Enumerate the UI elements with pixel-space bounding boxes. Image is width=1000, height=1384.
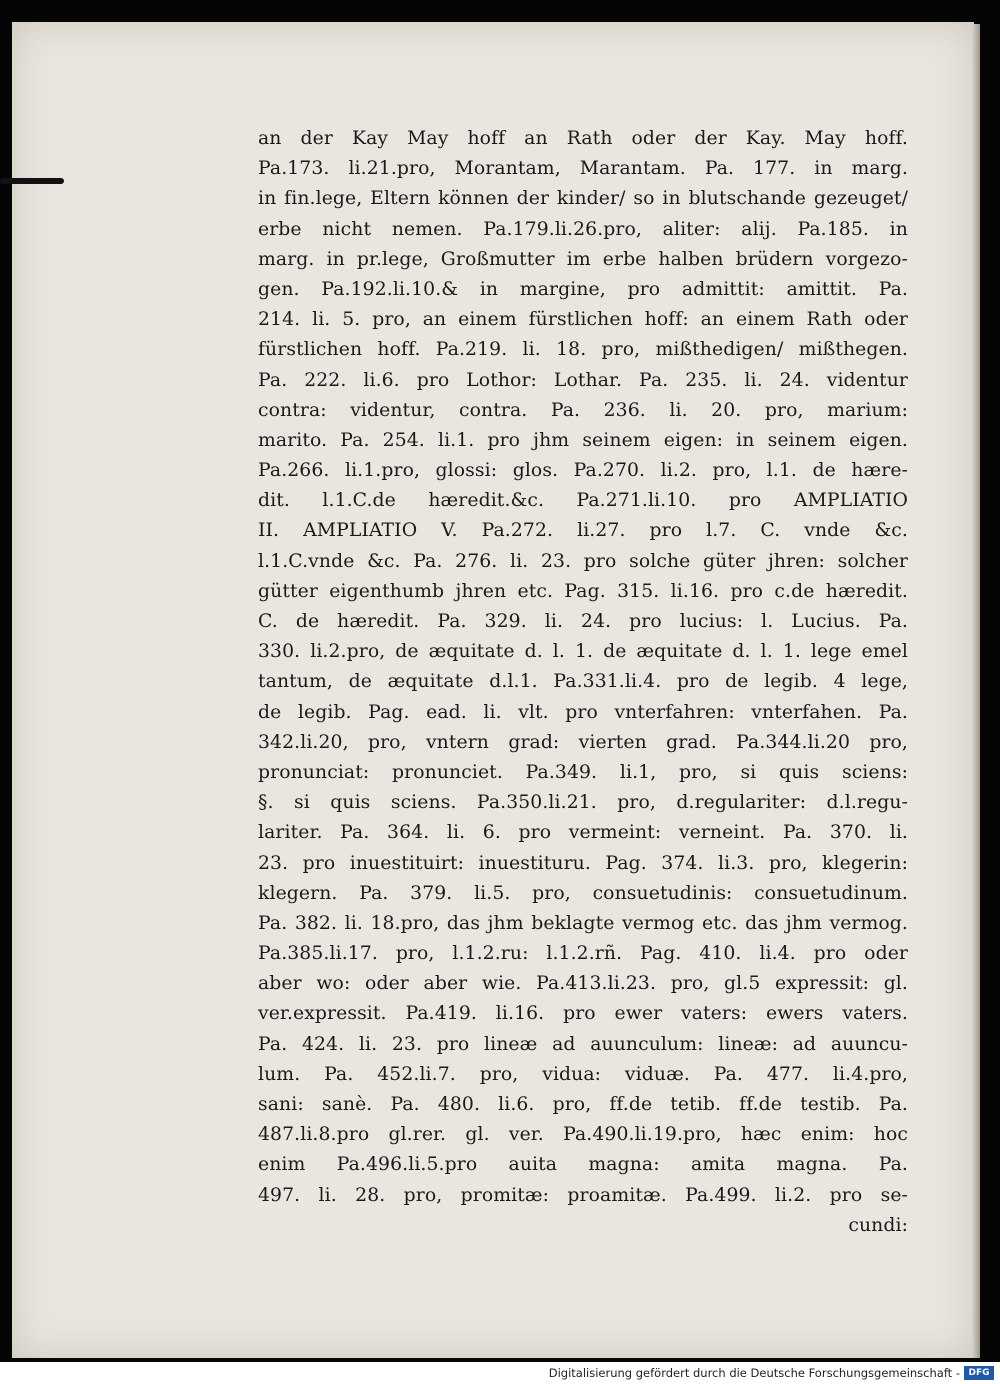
text-line: Pa. 222. li.6. pro Lothor: Lothar. Pa. 235. li. 24. videntur bbox=[258, 369, 908, 391]
text-line: marg. in pr.lege, Großmutter im erbe halben brüdern vorgezo- bbox=[258, 248, 908, 270]
text-line: sani: sanè. Pa. 480. li.6. pro, ff.de tetib. ff.de testib. Pa. bbox=[258, 1094, 908, 1115]
text-line: l.1.C.vnde &c. Pa. 276. li. 23. pro solche güter jhren: solcher bbox=[258, 550, 908, 572]
text-line: §. si quis sciens. Pa.350.li.21. pro, d.regulariter: d.l.regu- bbox=[258, 792, 908, 814]
text-line: Pa. 382. li. 18.pro, das jhm beklagte vermog etc. das jhm vermog. bbox=[258, 912, 908, 934]
text-line: contra: videntur, contra. Pa. 236. li. 20. pro, marium: bbox=[258, 399, 908, 421]
text-line: pronunciat: pronunciet. Pa.349. li.1, pro, si quis sciens: bbox=[258, 761, 908, 783]
text-line: erbe nicht nemen. Pa.179.li.26.pro, aliter: alij. Pa.185. in bbox=[258, 218, 908, 240]
text-line: 330. li.2.pro, de æquitate d. l. 1. de æquitate d. l. 1. lege emel bbox=[258, 641, 908, 663]
text-line: Pa.266. li.1.pro, glossi: glos. Pa.270. li.2. pro, l.1. de hære- bbox=[258, 460, 908, 482]
text-line: Pa. 424. li. 23. pro lineæ ad auunculum: lineæ: ad auuncu- bbox=[258, 1033, 908, 1055]
text-line: 487.li.8.pro gl.rer. gl. ver. Pa.490.li.19.pro, hæc enim: hoc bbox=[258, 1124, 908, 1146]
text-line: Pa.173. li.21.pro, Morantam, Marantam. Pa. 177. in marg. bbox=[258, 158, 908, 180]
binding-mark bbox=[0, 178, 64, 184]
text-line: Pa.385.li.17. pro, l.1.2.ru: l.1.2.rñ. Pag. 410. li.4. pro oder bbox=[258, 943, 908, 965]
text-line: enim Pa.496.li.5.pro auita magna: amita magna. Pa. bbox=[258, 1154, 908, 1176]
digitization-footer bbox=[0, 1362, 1000, 1384]
text-line: de legib. Pag. ead. li. vlt. pro vnterfahren: vnterfahen. Pa. bbox=[258, 701, 908, 723]
text-line: II. AMPLIATIO V. Pa.272. li.27. pro l.7. C. vnde &c. bbox=[258, 520, 908, 542]
text-line: aber wo: oder aber wie. Pa.413.li.23. pro, gl.5 expressit: gl. bbox=[258, 973, 908, 995]
text-line: marito. Pa. 254. li.1. pro jhm seinem eigen: in seinem eigen. bbox=[258, 429, 908, 451]
dfg-logo-icon: DFG bbox=[964, 1366, 994, 1380]
text-line: C. de hæredit. Pa. 329. li. 24. pro lucius: l. Lucius. Pa. bbox=[258, 611, 908, 632]
text-line: ver.expressit. Pa.419. li.16. pro ewer vaters: ewers vaters. bbox=[258, 1003, 908, 1025]
text-line: gen. Pa.192.li.10.& in margine, pro admittit: amittit. Pa. bbox=[258, 278, 908, 300]
text-line: gütter eigenthumb jhren etc. Pag. 315. li.16. pro c.de hæredit. bbox=[258, 580, 908, 602]
text-line: dit. l.1.C.de hæredit.&c. Pa.271.li.10. pro AMPLIATIO bbox=[258, 490, 908, 512]
text-line: klegern. Pa. 379. li.5. pro, consuetudinis: consuetudinum. bbox=[258, 882, 908, 904]
text-line: 214. li. 5. pro, an einem fürstlichen hoff: an einem Rath oder bbox=[258, 309, 908, 331]
catchword: cundi: bbox=[848, 1214, 908, 1236]
errata-text bbox=[258, 124, 908, 1241]
text-line: 497. li. 28. pro, promitæ: proamitæ. Pa.499. li.2. pro se- bbox=[258, 1184, 908, 1206]
page-edge bbox=[972, 24, 980, 1358]
text-line: 23. pro inuestituirt: inuestituru. Pag. 374. li.3. pro, klegerin: bbox=[258, 852, 908, 874]
footer-credit: Digitalisierung gefördert durch die Deutsche Forschungsgemeinschaft - bbox=[548, 1366, 960, 1380]
text-line: 342.li.20, pro, vntern grad: vierten grad. Pa.344.li.20 pro, bbox=[258, 731, 908, 753]
text-line: in fin.lege, Eltern können der kinder/ so in blutschande gezeuget/ bbox=[258, 188, 908, 210]
text-line: lum. Pa. 452.li.7. pro, vidua: viduæ. Pa. 477. li.4.pro, bbox=[258, 1063, 908, 1085]
text-line: an der Kay May hoff an Rath oder der Kay. May hoff. bbox=[258, 128, 908, 149]
text-line: lariter. Pa. 364. li. 6. pro vermeint: verneint. Pa. 370. li. bbox=[258, 822, 908, 844]
text-line: tantum, de æquitate d.l.1. Pa.331.li.4. pro de legib. 4 lege, bbox=[258, 671, 908, 693]
text-line: fürstlichen hoff. Pa.219. li. 18. pro, mißthedigen/ mißthegen. bbox=[258, 339, 908, 361]
